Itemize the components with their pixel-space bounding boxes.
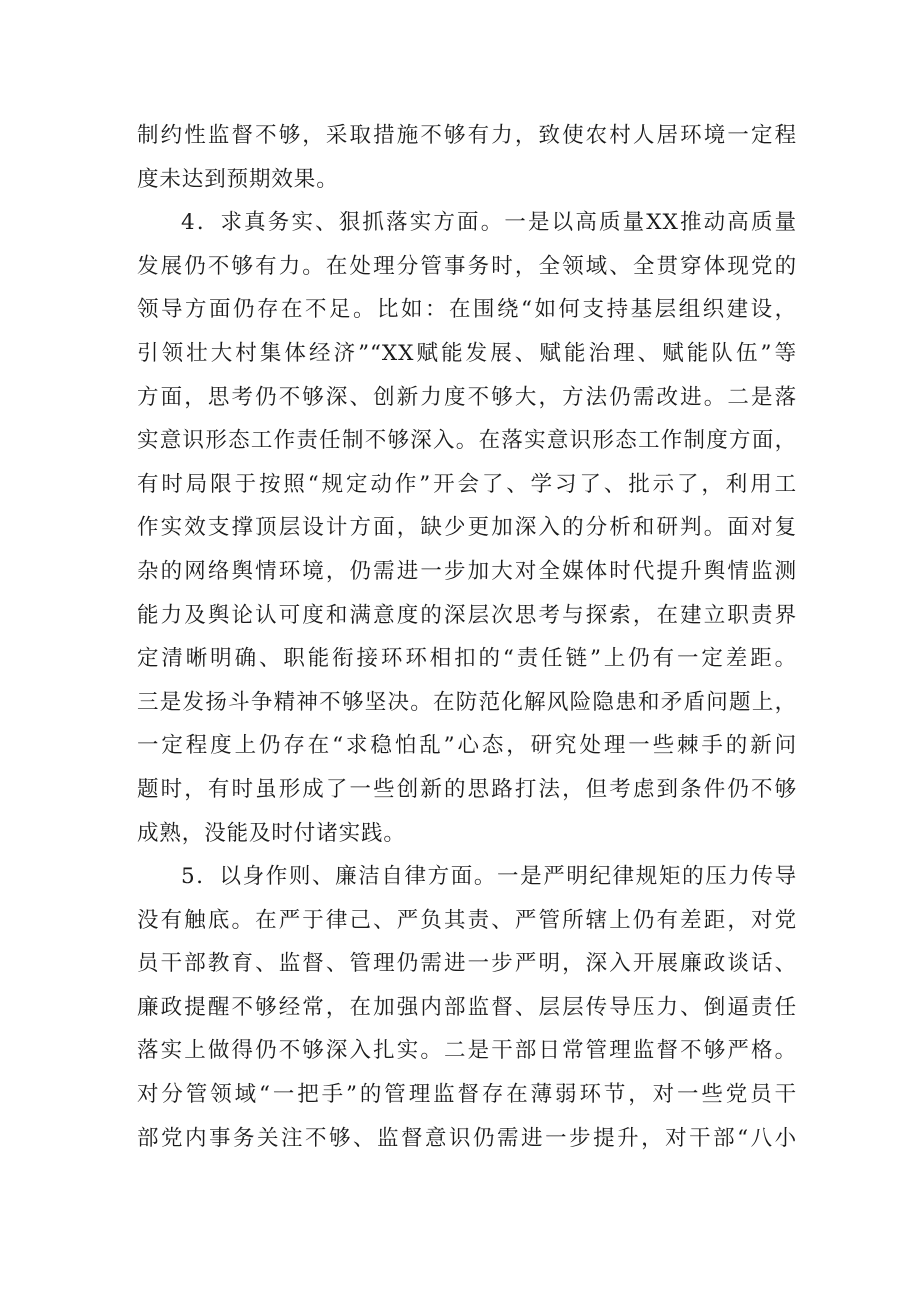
text-line: 题时，有时虽形成了一些创新的思路打法，但考虑到条件仍不够 xyxy=(137,776,797,802)
text-line: 对分管领域“一把手”的管理监督存在薄弱环节，对一些党员干 xyxy=(137,1082,797,1108)
text-line: 实意识形态工作责任制不够深入。在落实意识形态工作制度方面， xyxy=(137,428,797,454)
text-line: 部党内事务关注不够、监督意识仍需进一步提升，对干部“八小 xyxy=(137,1125,797,1151)
body-text xyxy=(137,114,797,1160)
text-line: 引领壮大村集体经济”“XX赋能发展、赋能治理、赋能队伍”等 xyxy=(137,340,797,366)
text-line: 杂的网络舆情环境，仍需进一步加大对全媒体时代提升舆情监测 xyxy=(137,558,797,584)
text-line: 一定程度上仍存在“求稳怕乱”心态，研究处理一些棘手的新问 xyxy=(137,733,797,759)
text-line: 成熟，没能及时付诸实践。 xyxy=(137,820,406,846)
text-line: 发展仍不够有力。在处理分管事务时，全领域、全贯穿体现党的 xyxy=(137,253,797,279)
text-line: 方面，思考仍不够深、创新力度不够大，方法仍需改进。二是落 xyxy=(137,384,797,410)
text-line: 员干部教育、监督、管理仍需进一步严明，深入开展廉政谈话、 xyxy=(137,951,797,977)
text-line: 没有触底。在严于律己、严负其责、严管所辖上仍有差距，对党 xyxy=(137,907,797,933)
text-line: 定清晰明确、职能衔接环环相扣的“责任链”上仍有一定差距。 xyxy=(137,646,797,672)
text-line-paragraph-start: 4．求真务实、狠抓落实方面。一是以高质量XX推动高质量 xyxy=(181,210,797,236)
text-line: 三是发扬斗争精神不够坚决。在防范化解风险隐患和矛盾问题上， xyxy=(137,689,797,715)
text-line: 作实效支撑顶层设计方面，缺少更加深入的分析和研判。面对复 xyxy=(137,515,797,541)
text-line: 制约性监督不够，采取措施不够有力，致使农村人居环境一定程 xyxy=(137,123,797,148)
text-line: 能力及舆论认可度和满意度的深层次思考与探索，在建立职责界 xyxy=(137,602,797,628)
text-line: 度未达到预期效果。 xyxy=(137,166,339,192)
text-line: 落实上做得仍不够深入扎实。二是干部日常管理监督不够严格。 xyxy=(137,1038,797,1064)
text-line: 廉政提醒不够经常，在加强内部监督、层层传导压力、倒逼责任 xyxy=(137,994,797,1020)
text-line: 有时局限于按照“规定动作”开会了、学习了、批示了，利用工 xyxy=(137,471,797,497)
text-line: 领导方面仍存在不足。比如：在围绕“如何支持基层组织建设， xyxy=(137,297,797,323)
text-line-paragraph-start: 5．以身作则、廉洁自律方面。一是严明纪律规矩的压力传导 xyxy=(181,864,797,890)
